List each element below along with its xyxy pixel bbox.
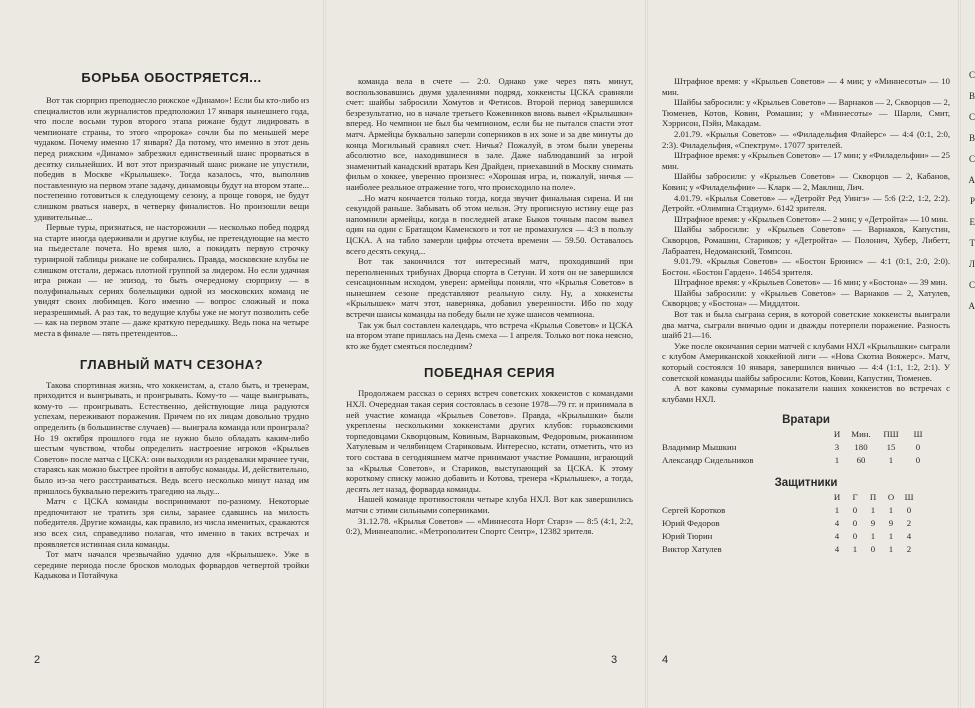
stat-cell: 1	[852, 544, 858, 555]
stat-cell: 0	[852, 531, 858, 542]
edge-letter: С	[968, 70, 975, 80]
page-3	[326, 0, 645, 708]
stat-cell: 2	[906, 518, 912, 529]
column-header: Ш	[913, 429, 923, 440]
stat-cell: 0	[915, 442, 921, 453]
paragraph: Штрафное время: у «Крыльев Советов» — 2 мин; у «Детройта» — 10 мин.	[674, 213, 949, 224]
paragraph: 2.01.79. «Крылья Советов» — «Филадельфия Флайерс» — 4:4 (0:1, 2:0, 2:3). Филадельфия, «Спектрум». 17077 зрителей.	[662, 128, 950, 150]
stat-cell: 9	[888, 518, 894, 529]
player-name: Владимир Мышкин	[662, 442, 737, 453]
edge-letter: Р	[969, 196, 975, 206]
table-row	[662, 454, 950, 467]
page-number: 3	[611, 654, 618, 666]
stat-cell: 4	[834, 544, 840, 555]
heading-glavny-match: ГЛАВНЫЙ МАТЧ СЕЗОНА?	[79, 356, 264, 372]
stat-cell: 4	[834, 531, 840, 542]
column-header: Мин.	[851, 429, 871, 440]
paragraph: Шайбы забросили: у «Крыльев Советов» — Варнаков, Капустин, Скворцов, Ромашин, Стариков; у «Детройта» — Полонич, Хубер, Либетт, Лабраатен, Недоманский, Томпсон.	[662, 224, 950, 256]
paragraph: команда вела в счете — 2:0. Однако уже через пять минут, воспользовавшись двумя удалениями подряд, хоккеисты ЦСКА сравняли счет: шайбы забросили Хомутов и Фетисов. Второй период завершился безрезультатно, но в начале третьего Кожевников вновь вывел «Крылышки» вперед. Но чемпион не был бы чемпионом, если бы не пытался спасти этот матч. Армейцы буквально заперли соперников в их зоне и за две минуты до конца Могильный сравнял счет. Ничья? Пожалуй, в этом были уверены абсолютно все, находившиеся в зале. Даже наблюдавший за игрой знаменитый канадский вратарь Кен Драйден, приехавший в Москву снимать фильм о хоккее, уверенно произнес: «Хорошая игра, и, пожалуй, ничья — наиболее реальное отражение того, что происходило на поле».	[346, 76, 633, 192]
article-glavny-match-cont	[346, 76, 633, 351]
paragraph: Шайбы забросили: у «Крыльев Советов» — Скворцов — 2, Кабанов, Ковин; у «Филадельфии» — Кларк — 2, Маклиш, Лич.	[662, 171, 950, 192]
stat-cell: 0	[852, 505, 858, 516]
edge-letter: А	[968, 301, 975, 311]
table-header	[662, 491, 950, 504]
edge-letter: В	[968, 133, 975, 143]
table-row	[662, 517, 950, 530]
paragraph: Вот так закончился тот интересный матч, проходивший при переполненных трибунах Дворца спорта в Сетуни. И хотя он не завершился сенсационным исходом, уверен: армейцы поняли, что «Крылья Советов» в нынешнем сезоне представляют реальную силу. Ну, а хоккеисты «Крылышек» матч этот, наверняка, добавил уверенности. Ибо по ходу встречи шансы команды на победу были не хуже шансов чемпиона.	[346, 256, 633, 320]
paragraph: Нашей команде противостояли четыре клуба НХЛ. Вот как завершились матчи с этими сильными соперниками.	[346, 494, 633, 515]
edge-letter: Л	[968, 259, 975, 269]
paragraph: Уже после окончания серии матчей с клубами НХЛ «Крылышки» сыграли с клубом Американской хоккейной лиги — «Нова Скотиа Вояжерс». Матч, который состоялся 10 января, завершился вничью — 4:4 (1:1, 1:2, 2:1). У советской команды шайбы забросили: Котов, Ковин, Капустин, Тюменев.	[662, 340, 950, 383]
paragraph: Тот матч начался чрезвычайно удачно для «Крылышек». Уже в середине периода после бросков молодых форвардов четвертой тройки Кадыкова и Потайчука	[34, 549, 309, 581]
heading-borba: БОРЬБА ОБОСТРЯЕТСЯ...	[81, 70, 262, 85]
stat-cell: 4	[834, 518, 840, 529]
stat-cell: 180	[854, 442, 868, 453]
paragraph: Вот так и была сыграна серия, в которой советские хоккеисты выиграли два матча, сыграли вничью один и дважды потерпели поражение. Разность шайб 21—16.	[662, 309, 950, 341]
stat-cell: 1	[834, 505, 840, 516]
paragraph: Первые туры, признаться, не насторожили — несколько побед подряд на старте иногда одерживали и другие клубы, не претендующие на место на пьедестале почета. Но время шло, а покидать первую строчку турнирной таблицы рижане не собирались. Правда, московские клубы не слишком отстали, держась плотной группой за лидером. Но если удачная игра рижан — не эпизод, то быть очередному сюрпризу — в полуфинальных сериях болельщики одной из московских команд не увидят своих любимцев. Кого именно — вопрос сложный и пока неразрешимый. А раз так, то ведущие клубы уже не могут позволить себе — как на первом этапе — даже краткую передышку. Ведь пока на четыре места в финале — пять претендентов...	[34, 222, 309, 339]
stat-cell: 0	[870, 544, 876, 555]
table-row	[662, 543, 950, 556]
stat-cell: 1	[888, 531, 894, 542]
goalies-table	[662, 428, 950, 467]
paragraph: Шайбы забросили: у «Крыльев Советов» — Варнаков — 2, Скворцов — 2, Тюменев, Котов, Ковин, Ромашин; у «Миннесоты» — Шарли, Смит, Хэррисон, Пэйн, Макадам.	[662, 97, 950, 129]
goalies-title: Вратари	[782, 414, 830, 427]
article-pobednaya-seriya	[346, 388, 633, 536]
stat-cell: 15	[886, 442, 896, 453]
stat-cell: 60	[856, 455, 866, 466]
page-number: 2	[34, 654, 41, 666]
header-blank	[662, 491, 828, 504]
player-name: Юрий Федоров	[662, 518, 720, 529]
player-name: Александр Сидельников	[662, 455, 754, 466]
stat-cell: 1	[888, 544, 894, 555]
paragraph: 31.12.78. «Крылья Советов» — «Миннесота Норт Старз» — 8:5 (4:1, 2:2, 0:2), Миннеаполис. «Метрополитен Спортс Сентр», 12382 зрителя.	[346, 515, 633, 537]
paragraph: Матч с ЦСКА команды воспринимают по-разному. Некоторые предпочитают не тратить зря силы, заранее сдавшись на милость победителя. Другие команды, как правило, из числа именитых, сражаются изо всех сил, справедливо полагая, что именно в таких встречах и проявляется истинная сила команды.	[34, 496, 309, 549]
stat-cell: 1	[870, 531, 876, 542]
column-header: ПШ	[883, 429, 899, 440]
article-borba	[34, 95, 309, 339]
stat-cell: 0	[915, 455, 921, 466]
edge-letter: С	[968, 154, 975, 164]
stat-cell: 3	[834, 442, 840, 453]
page-number: 4	[662, 654, 669, 666]
column-header: Ш	[904, 492, 914, 503]
stat-cell: 9	[870, 518, 876, 529]
paragraph: Вот так сюрприз преподнесло рижское «Динамо»! Если бы кто-либо из специалистов или журналистов предположил 17 января нынешнего года, что после восьми туров второго этапа рижане будут лидировать в чемпионате страны, то этого «пророка» сочли бы по меньшей мере чудаком. Почему именно 17 января? Да потому, что именно в этот день перед рижским «Динамо» забрезжил единственный шанс прорваться в десятку сильнейших. И вот этот призрачный шанс рижане не упустили, победив в Москве «Крылышек». Тогда казалось, что, выполнив поставленную на первом этапе задачу, динамовцы будут на втором этапе... постепенно готовиться к следующему сезону, а проще говоря, не будут слишком рваться наверх, в четверку финалистов. Но произошли вещи удивительные...	[34, 95, 309, 222]
column-header: П	[869, 492, 877, 503]
stat-cell: 1	[888, 455, 894, 466]
edge-letter: Е	[969, 217, 975, 227]
paragraph: ...Но матч кончается только тогда, когда звучит финальная сирена. И ни секундой раньше. Забывать об этом нельзя. Эту прописную истину еще раз напомнили армейцы, когда в последней атаке Быков точным пасом вывел один на один с Братащом Каменского и тот не промахнулся — 4:3 в пользу ЦСКА. А на табло замерли цифры отсчета времени — 59.50. Оставалось всего десять секунд...	[346, 192, 633, 256]
edge-letter: С	[968, 280, 975, 290]
table-header	[662, 428, 950, 441]
stat-cell: 2	[906, 544, 912, 555]
page-4	[648, 0, 958, 708]
paragraph: Шайбы забросили: у «Крыльев Советов» — Варнаков — 2, Хатулев, Скворцов; у «Бостона» — Миддлтон.	[662, 287, 950, 309]
page-2	[0, 0, 323, 708]
article-glavny-match	[34, 380, 309, 581]
paragraph: 9.01.79. «Крылья Советов» — «Бостон Брюинс» — 4:1 (0:1, 2:0, 2:0). Бостон. «Бостон Гарден». 14654 зрителя.	[662, 256, 950, 277]
player-name: Юрий Тюрин	[662, 531, 713, 542]
stat-cell: 0	[906, 505, 912, 516]
stat-cell: 1	[834, 455, 840, 466]
heading-pobednaya-seriya: ПОБЕДНАЯ СЕРИЯ	[424, 365, 555, 381]
stat-cell: 1	[888, 505, 894, 516]
column-header: Г	[852, 492, 858, 503]
article-pobednaya-seriya-cont	[662, 76, 950, 404]
paragraph: А вот каковы суммарные показатели наших хоккеистов во встречах с клубами НХЛ.	[662, 383, 950, 404]
header-blank	[662, 428, 828, 441]
paragraph: 4.01.79. «Крылья Советов» — «Детройт Ред Уингз» — 5:6 (2:2, 1:2, 2:2). Детройт. «Олимпиа Стэдиум». 6142 зрителя.	[662, 192, 950, 214]
defense-title: Защитники	[774, 477, 838, 490]
edge-letter: А	[968, 175, 975, 185]
column-header: И	[833, 492, 841, 503]
paragraph: Штрафное время: у «Крыльев Советов» — 17 мин; у «Филадельфии» — 25 мин.	[662, 150, 950, 171]
paragraph: Штрафное время: у «Крыльев Советов» — 4 мин; у «Миннесоты» — 10 мин.	[662, 76, 950, 97]
edge-letter: С	[968, 112, 975, 122]
defense-table	[662, 491, 950, 556]
edge-letter: В	[968, 91, 975, 101]
table-row	[662, 530, 950, 543]
paragraph: Такова спортивная жизнь, что хоккеистам, а, стало быть, и тренерам, приходится и выигрывать, и проигрывать. Кому-то — чаще выигрывать, кому-то — проигрывать. Естественно, действующие лица радуются успехам, переживают поражения. Причем по их лицам довольно трудно определить (в большинстве случаев) — выиграла команда или проиграла? Но 19 октября прошлого года не нужно было обладать каким-либо шестым чувством, чтобы определить настроение игроков «Крыльев Советов» после матча с ЦСКА: они выходили из раздевалки мрачнее тучи, стараясь как можно быстрее пройти в автобус команды. И, действительно, было из-за чего расстраиваться. Ведь всего несколько минут назад им пришлось буквально пережить трагедию на льду...	[34, 379, 309, 496]
next-page-edge	[961, 0, 975, 708]
paragraph: Штрафное время: у «Крыльев Советов» — 16 мин; у «Бостона» — 39 мин.	[674, 277, 948, 288]
stat-cell: 0	[852, 518, 858, 529]
player-name: Виктор Хатулев	[662, 544, 722, 555]
edge-letter: Т	[969, 238, 975, 248]
column-header: О	[887, 492, 895, 503]
player-name: Сергей Коротков	[662, 505, 726, 516]
column-header: И	[833, 429, 841, 440]
table-row	[662, 441, 950, 454]
paragraph: Так уж был составлен календарь, что встреча «Крылья Советов» и ЦСКА на втором этапе пришлась на День смеха — 1 апреля. Только вот пока неясно, кто же будет смеяться последним?	[346, 319, 633, 351]
stat-cell: 4	[906, 531, 912, 542]
table-row	[662, 504, 950, 517]
stat-cell: 1	[870, 505, 876, 516]
paragraph: Продолжаем рассказ о сериях встреч советских хоккеистов с командами НХЛ. Очередная такая серия состоялась в сезоне 1978—79 гг. и принимала в ней участие команда «Крыльев Советов». Правда, «Крылышки» были укреплены несколькими хоккеистами других клубов: горьковскими торпедовцами Скворцовым, Ковиным, Варнаковым, Федоровым, рижанином Хатулевым и челябинцем Стариковым. Интересно, кстати, отметить, что из того состава в сегодняшнем матче принимают участие Ромашин, играющий за «Крылья Советов», и Стариков, выступающий за ЦСКА. К этому короткому списку можно добавить и Котова, тренера «Крылышек», а тогда, десять лет назад, форварда команды.	[346, 388, 633, 494]
